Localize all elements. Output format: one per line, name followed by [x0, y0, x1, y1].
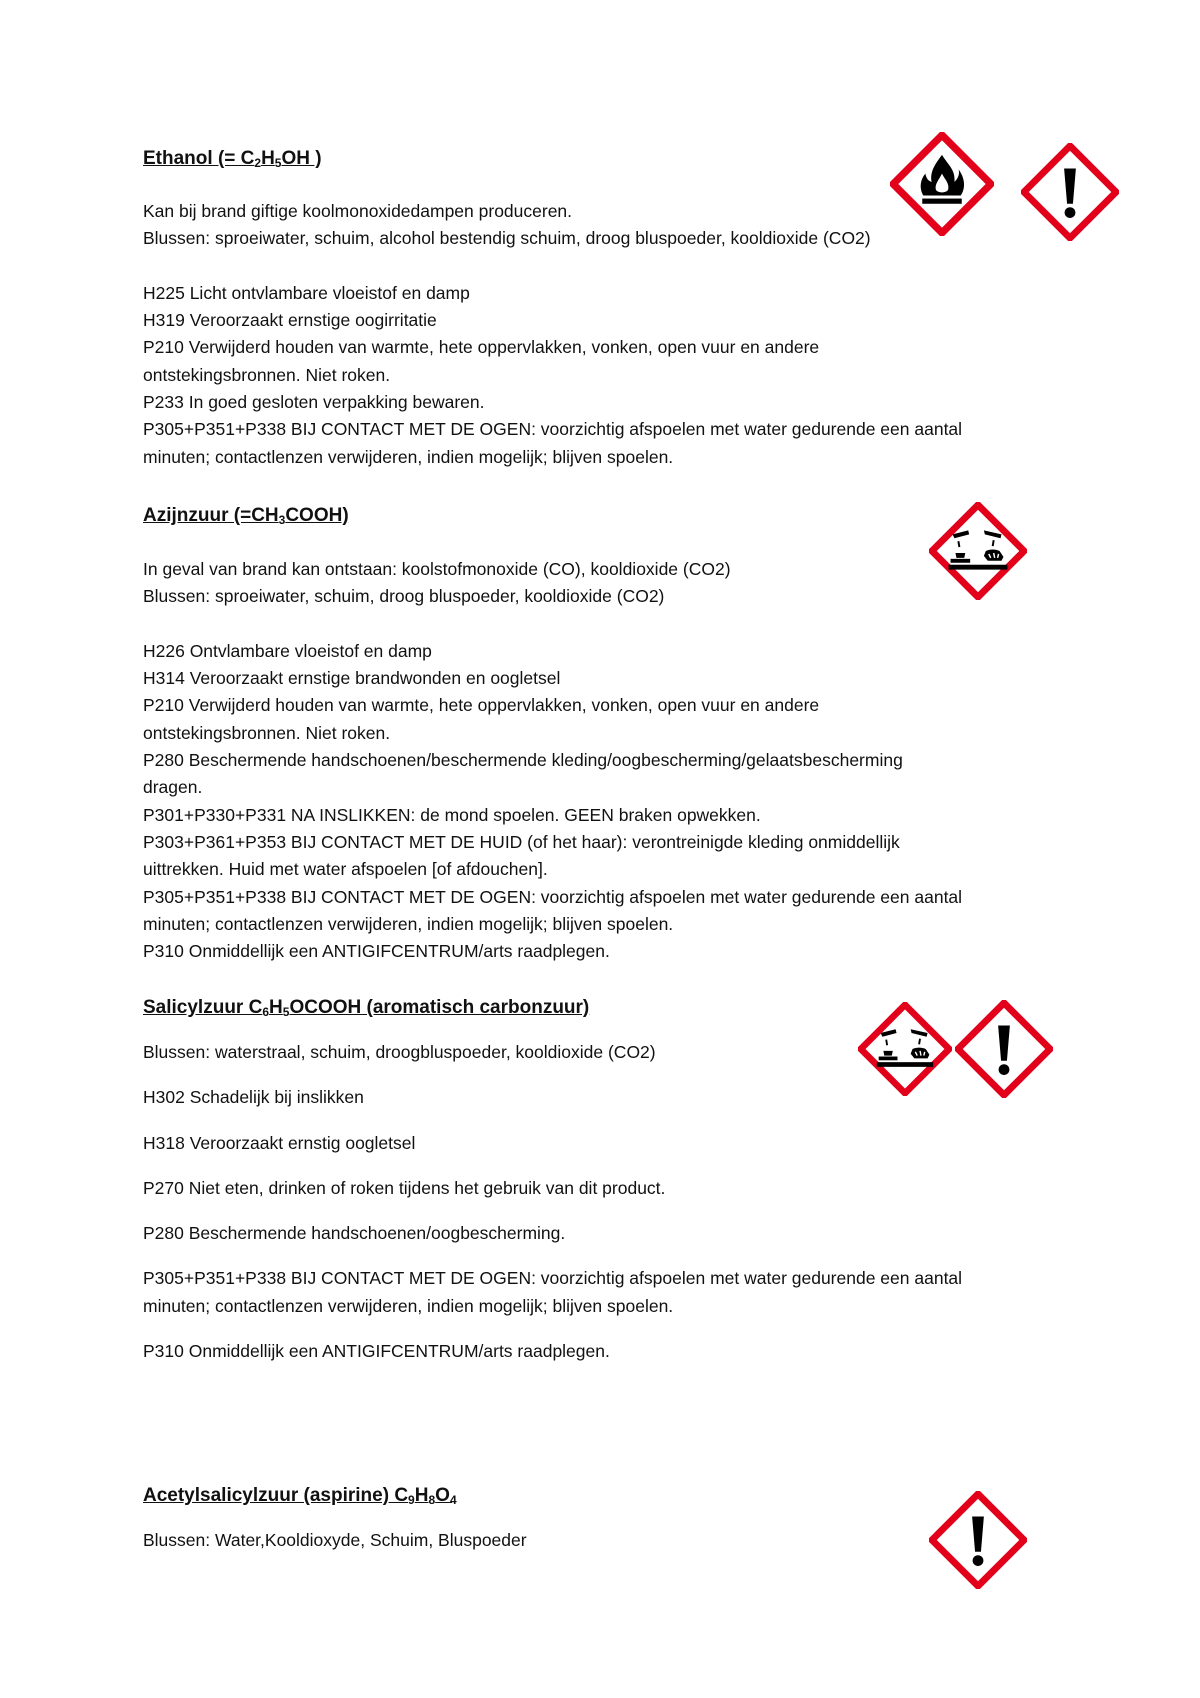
heading-salicylzuur: Salicylzuur $C_6H_5OCOOH$ (aromatisch carbonzuur)	[143, 997, 590, 1019]
text-line: P233 In goed gesloten verpakking bewaren.	[143, 392, 485, 413]
text-line: uittrekken. Huid met water afspoelen [of afdouchen].	[143, 859, 548, 880]
exclamation-icon	[955, 1000, 1053, 1098]
text-line: ontstekingsbronnen. Niet roken.	[143, 364, 391, 385]
text-paragraph: P270 Niet eten, drinken of roken tijdens het gebruik van dit product.	[143, 1177, 666, 1198]
text-line: ontstekingsbronnen. Niet roken.	[143, 722, 391, 743]
text-line: P303+P361+P353 BIJ CONTACT MET DE HUID (of het haar): verontreinigde kleding onmiddellijk	[143, 831, 900, 852]
heading-azijnzuur: Azijnzuur $(=CH_3COOH)$	[143, 505, 349, 527]
text-paragraph: H302 Schadelijk bij inslikken	[143, 1087, 364, 1108]
flame-icon	[890, 132, 994, 236]
text-line: P210 Verwijderd houden van warmte, hete oppervlakken, vonken, open vuur en andere	[143, 337, 820, 358]
text-line: Kan bij brand giftige koolmonoxidedampen produceren.	[143, 201, 573, 221]
text-line: In geval van brand kan ontstaan: koolstofmonoxide (CO), kooldioxide (CO2)	[143, 559, 731, 579]
text-paragraph: P305+P351+P338 BIJ CONTACT MET DE OGEN: voorzichtig afspoelen met water gedurende een aantal minuten; contactlenzen verwijderen, indien mogelijk; blijven spoelen.	[143, 1268, 963, 1316]
heading-ethanol: Ethanol (= $C_2H_5OH$ )	[143, 148, 322, 170]
text-line: P305+P351+P338 BIJ CONTACT MET DE OGEN: voorzichtig afspoelen met water gedurende een aantal	[143, 886, 963, 907]
text-line: dragen.	[143, 777, 203, 798]
text-line: minuten; contactlenzen verwijderen, indien mogelijk; blijven spoelen.	[143, 913, 674, 934]
text-line: P210 Verwijderd houden van warmte, hete oppervlakken, vonken, open vuur en andere	[143, 695, 820, 716]
exclamation-icon	[1021, 143, 1119, 241]
azijnzuur-text	[143, 556, 1103, 965]
exclamation-icon	[929, 1491, 1027, 1589]
text-line: minuten; contactlenzen verwijderen, indien mogelijk; blijven spoelen.	[143, 446, 674, 467]
heading-acetylsalicylzuur: Acetylsalicylzuur (aspirine) $C_9H_8O_4$	[143, 1485, 457, 1507]
text-paragraph: H318 Veroorzaakt ernstig oogletsel	[143, 1132, 416, 1153]
text-line: H314 Veroorzaakt ernstige brandwonden en oogletsel	[143, 668, 561, 689]
text-line: Blussen: sproeiwater, schuim, droog bluspoeder, kooldioxide (CO2)	[143, 586, 665, 607]
text-line: Blussen: Water,Kooldioxyde, Schuim, Bluspoeder	[143, 1530, 527, 1550]
text-line: H319 Veroorzaakt ernstige oogirritatie	[143, 310, 437, 331]
text-line: Blussen: sproeiwater, schuim, alcohol bestendig schuim, droog bluspoeder, kooldioxide (CO2)	[143, 228, 871, 249]
text-line: H225 Licht ontvlambare vloeistof en damp	[143, 282, 470, 303]
corrosion-icon	[929, 502, 1027, 600]
text-line: H226 Ontvlambare vloeistof en damp	[143, 640, 432, 661]
text-paragraph: P280 Beschermende handschoenen/oogbescherming.	[143, 1223, 566, 1244]
text-line: P305+P351+P338 BIJ CONTACT MET DE OGEN: voorzichtig afspoelen met water gedurende een aantal	[143, 419, 963, 440]
ethanol-text	[143, 198, 1103, 471]
text-line: P301+P330+P331 NA INSLIKKEN: de mond spoelen. GEEN braken opwekken.	[143, 804, 761, 825]
corrosion-icon	[858, 1002, 952, 1096]
text-line: P310 Onmiddellijk een ANTIGIFCENTRUM/arts raadplegen.	[143, 941, 610, 962]
text-line: P280 Beschermende handschoenen/beschermende kleding/oogbescherming/gelaatsbescherming	[143, 750, 903, 771]
text-paragraph: Blussen: waterstraal, schuim, droogbluspoeder, kooldioxide (CO2)	[143, 1042, 656, 1062]
text-paragraph: P310 Onmiddellijk een ANTIGIFCENTRUM/arts raadplegen.	[143, 1341, 610, 1362]
